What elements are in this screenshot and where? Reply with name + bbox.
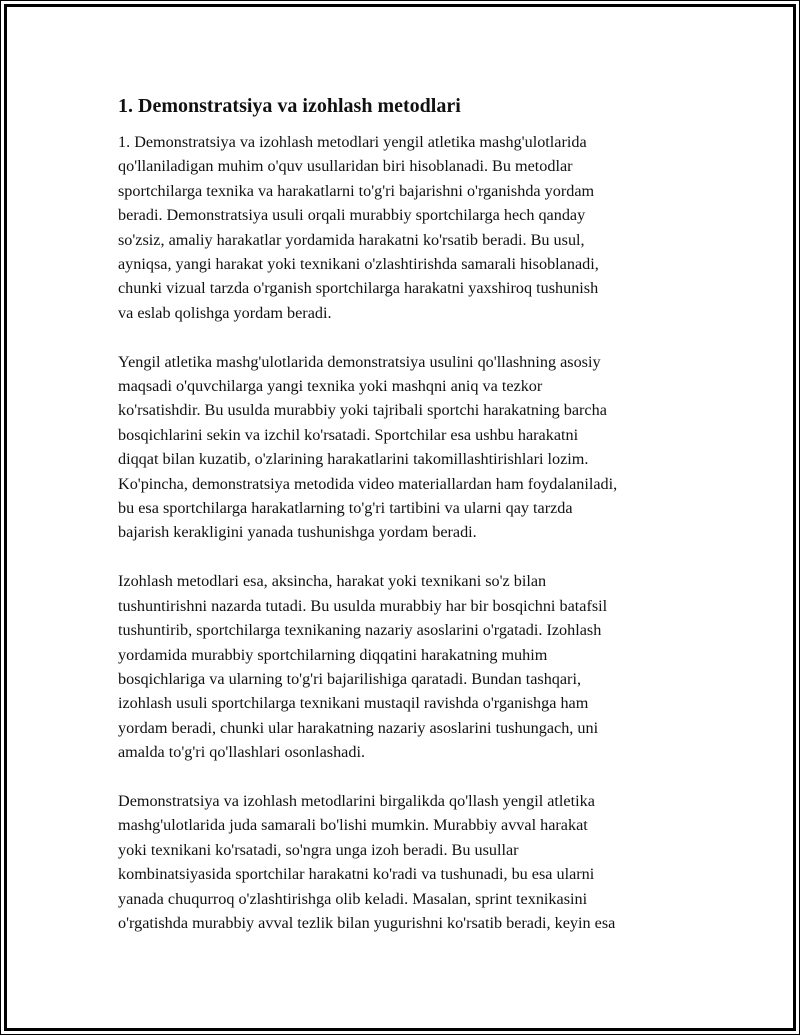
text-line: tushuntirishni nazarda tutadi. Bu usulda murabbiy har bir bosqichni batafsil	[118, 596, 608, 615]
text-line: ayniqsa, yangi harakat yoki texnikani o'zlashtirishda samarali hisoblanadi,	[118, 255, 599, 274]
text-line: bosqichlariga va ularning to'g'ri bajarilishiga qaratadi. Bundan tashqari,	[118, 669, 581, 688]
text-line: kombinatsiyasida sportchilar harakatni ko'radi va tushunadi, bu esa ularni	[118, 865, 595, 884]
text-line: yanada chuqurroq o'zlashtirishga olib keladi. Masalan, sprint texnikasini	[118, 889, 588, 908]
text-line: Yengil atletika mashg'ulotlarida demonstratsiya usulini qo'llashning asosiy	[118, 352, 601, 371]
paragraph-4	[118, 789, 690, 935]
text-line: bosqichlarini sekin va izchil ko'rsatadi. Sportchilar esa ushbu harakatni	[118, 425, 579, 444]
text-line: amalda to'g'ri qo'llashlari osonlashadi.	[118, 743, 366, 762]
text-line: bajarish kerakligini yanada tushunishga yordam beradi.	[118, 523, 477, 542]
text-line: izohlash usuli sportchilarga texnikani mustaqil ravishda o'rganishga ham	[118, 694, 589, 713]
text-line: yordamida murabbiy sportchilarning diqqatini harakatning muhim	[118, 645, 548, 664]
text-line: 1. Demonstratsiya va izohlash metodlari yengil atletika mashg'ulotlarida	[118, 133, 587, 151]
text-line: Ko'pincha, demonstratsiya metodida video materiallardan ham foydalaniladi,	[118, 474, 618, 493]
text-line: ko'rsatishdir. Bu usulda murabbiy yoki tajribali sportchi harakatning barcha	[118, 401, 607, 420]
text-line: so'zsiz, amaliy harakatlar yordamida harakatni ko'rsatib beradi. Bu usul,	[118, 230, 585, 249]
text-line: tushuntirib, sportchilarga texnikaning nazariy asoslarini o'rgatadi. Izohlash	[118, 621, 602, 640]
paragraph-2	[118, 350, 690, 545]
paragraph-1	[118, 130, 690, 325]
text-line: diqqat bilan kuzatib, o'zlarining harakatlarini takomillashtirishlari lozim.	[118, 450, 589, 469]
text-line: va eslab qolishga yordam beradi.	[118, 303, 332, 322]
text-line: chunki vizual tarzda o'rganish sportchilarga harakatni yaxshiroq tushunish	[118, 279, 599, 298]
text-line: bu esa sportchilarga harakatlarning to'g'ri tartibini va ularni qay tarzda	[118, 499, 573, 518]
text-line: qo'llaniladigan muhim o'quv usullaridan biri hisoblanadi. Bu metodlar	[118, 157, 573, 176]
text-line: mashg'ulotlarida juda samarali bo'lishi mumkin. Murabbiy avval harakat	[118, 816, 588, 835]
paragraph-3	[118, 569, 690, 764]
text-line: yordam beradi, chunki ular harakatning nazariy asoslarini tushungach, uni	[118, 718, 599, 737]
text-line: sportchilarga texnika va harakatlarni to'g'ri bajarishni o'rganishda yordam	[118, 181, 595, 200]
text-line: o'rgatishda murabbiy avval tezlik bilan yugurishni ko'rsatib beradi, keyin esa	[118, 913, 616, 932]
section-heading: 1. Demonstratsiya va izohlash metodlari	[118, 95, 461, 117]
text-line: yoki texnikani ko'rsatadi, so'ngra unga izoh beradi. Bu usullar	[118, 840, 519, 859]
text-line: beradi. Demonstratsiya usuli orqali murabbiy sportchilarga hech qanday	[118, 206, 586, 225]
text-line: Izohlash metodlari esa, aksincha, harakat yoki texnikani so'z bilan	[118, 572, 547, 591]
document-body	[118, 92, 690, 960]
text-line: Demonstratsiya va izohlash metodlarini birgalikda qo'llash yengil atletika	[118, 791, 595, 810]
text-line: maqsadi o'quvchilarga yangi texnika yoki mashqni aniq va tezkor	[118, 377, 543, 396]
